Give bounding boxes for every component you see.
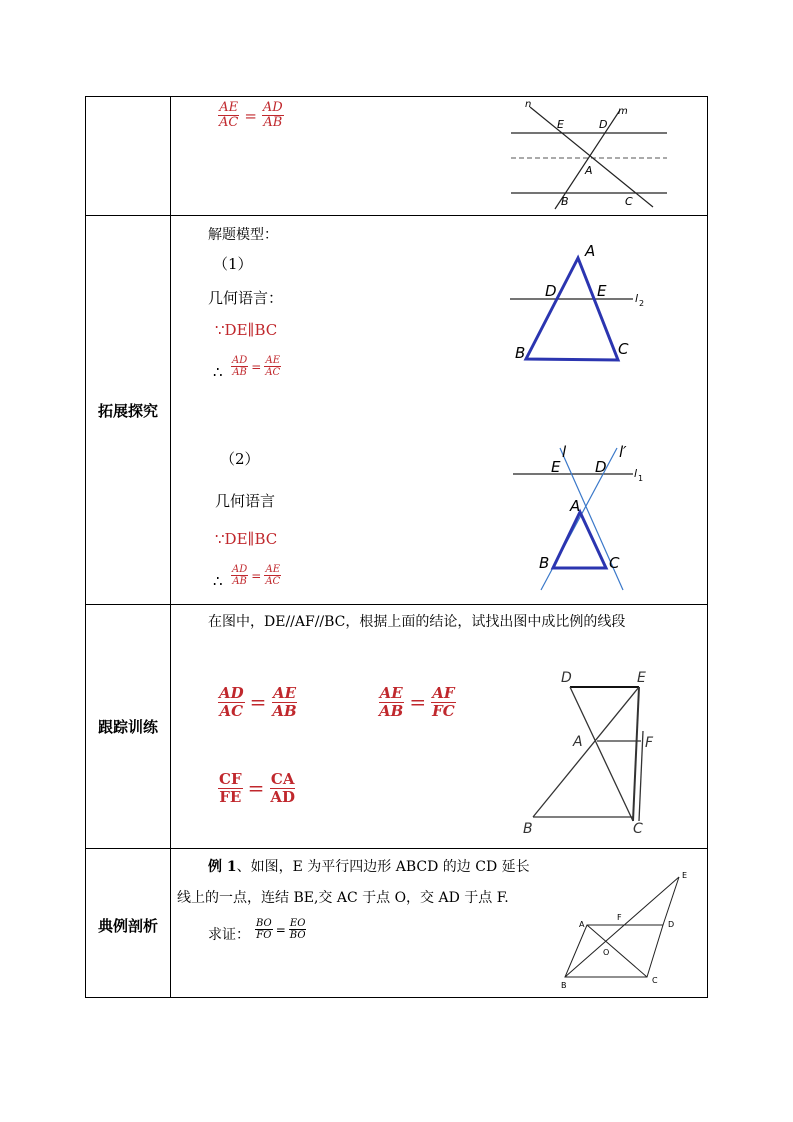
svg-text:A: A <box>579 920 585 929</box>
geo-language-1: 几何语言： <box>208 289 284 307</box>
therefore-1: ∴ <box>213 363 223 381</box>
svg-text:D: D <box>595 458 607 476</box>
svg-text:l: l <box>634 467 638 480</box>
svg-text:F: F <box>645 735 654 751</box>
row2-figure-1 <box>505 238 655 368</box>
svg-text:n: n <box>525 99 532 110</box>
svg-text:D: D <box>545 282 557 300</box>
svg-text:1: 1 <box>638 474 644 483</box>
svg-text:E: E <box>551 458 561 476</box>
svg-text:B: B <box>523 821 533 837</box>
row4-figure <box>555 865 705 995</box>
row2-label: 拓展探究 <box>97 402 158 420</box>
svg-text:A: A <box>585 164 593 177</box>
because-1: ∵DE∥BC <box>215 321 278 339</box>
svg-text:O: O <box>603 948 610 957</box>
row3-formula-c: $\frac{CF}{FE}$ = $\frac{CA}{AD}$ <box>219 770 296 806</box>
geo-language-2: 几何语言 <box>215 492 276 510</box>
row2-formula-2: $\frac{AD}{AB}$ = $\frac{AE}{AC}$ <box>232 564 281 587</box>
row4-label: 典例剖析 <box>97 917 158 935</box>
because-2: ∵DE∥BC <box>215 530 278 548</box>
row3-prompt: 在图中，DE//AF//BC，根据上面的结论，试找出图中成比例的线段 <box>208 614 626 630</box>
row3-formula-b: $\frac{AE}{AB}$ = $\frac{AF}{FC}$ <box>379 684 455 720</box>
example-line-1 <box>208 856 530 876</box>
example-line-2: 线上的一点，连结 BE,交 AC 于点 O，交 AD 于点 F. <box>177 890 509 906</box>
svg-text:D: D <box>561 670 572 686</box>
case-1: （1） <box>213 255 253 273</box>
svg-text:C: C <box>618 340 629 358</box>
svg-text:2: 2 <box>639 299 645 308</box>
row3-formula-a: $\frac{AD}{AC}$ = $\frac{AE}{AB}$ <box>219 684 297 720</box>
svg-text:C: C <box>633 821 643 837</box>
row2-figure-2 <box>505 440 655 600</box>
example-text-1: 、如图，E 为平行四边形 ABCD 的边 CD 延长 <box>236 859 530 875</box>
svg-text:B: B <box>561 981 567 990</box>
svg-text:A: A <box>585 242 596 260</box>
row2-formula-1: $\frac{AD}{AB}$ = $\frac{AE}{AC}$ <box>232 355 281 378</box>
row1-figure <box>505 98 675 213</box>
row1-formula: $\frac{AE}{AC}$ = $\frac{AD}{AB}$ <box>219 100 283 131</box>
example-number: 例 1 <box>208 859 237 875</box>
svg-text:F: F <box>617 913 622 922</box>
svg-text:D: D <box>599 118 608 131</box>
svg-text:D: D <box>668 920 675 929</box>
svg-text:A: A <box>573 734 583 750</box>
svg-text:l: l <box>562 443 567 461</box>
row3-figure <box>515 664 665 839</box>
column-divider <box>170 96 171 998</box>
therefore-2: ∴ <box>213 572 223 590</box>
svg-text:C: C <box>625 195 633 208</box>
svg-text:A: A <box>570 497 581 515</box>
svg-text:E: E <box>597 282 607 300</box>
svg-text:B: B <box>539 554 550 572</box>
model-title: 解题模型： <box>208 227 278 243</box>
svg-text:B: B <box>561 195 569 208</box>
svg-text:l′: l′ <box>619 443 627 461</box>
svg-text:m: m <box>618 106 628 117</box>
svg-text:E: E <box>682 871 688 880</box>
svg-text:C: C <box>609 554 620 572</box>
svg-text:l: l <box>635 292 639 305</box>
svg-text:C: C <box>652 976 658 985</box>
svg-text:E: E <box>637 670 646 686</box>
case-2: （2） <box>220 450 260 468</box>
row4-formula: $\frac{BO}{FO}$ = $\frac{EO}{BO}$ <box>256 918 306 941</box>
row3-label: 跟踪训练 <box>97 718 158 736</box>
svg-text:B: B <box>515 344 526 362</box>
svg-text:E: E <box>557 118 564 131</box>
prove-label: 求证： <box>208 927 250 943</box>
